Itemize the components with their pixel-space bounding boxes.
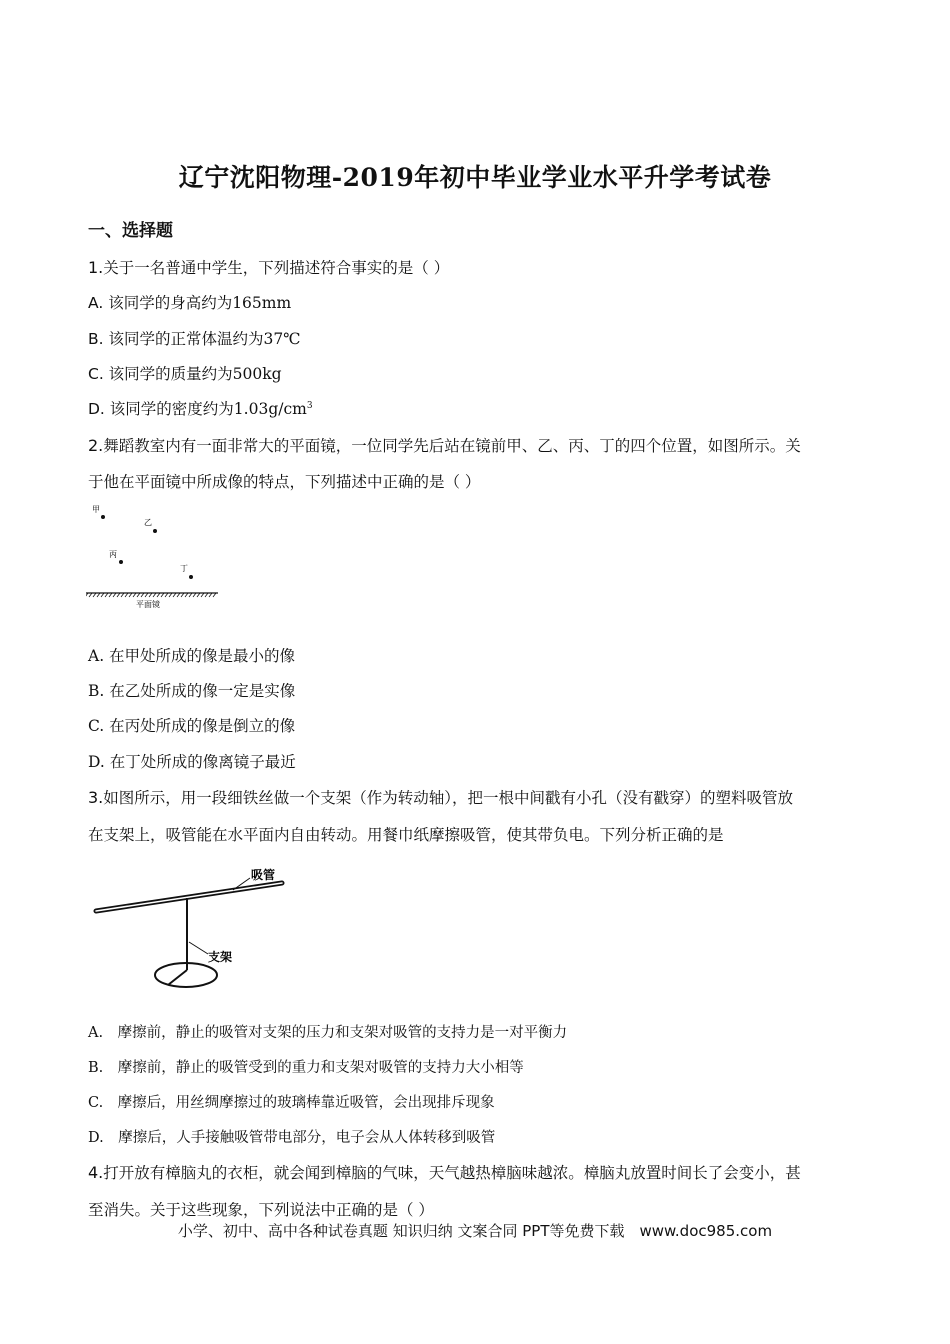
question-number: 4. [88, 1163, 104, 1182]
option-key: B. [88, 330, 104, 348]
q2-option-c: C. 在丙处所成的像是倒立的像 [88, 717, 296, 735]
question-2-line-2: 于他在平面镜中所成像的特点，下列描述中正确的是（ ） [88, 473, 481, 491]
q1-option-b [88, 327, 301, 349]
q3-option-a: A. 摩擦前，静止的吸管对支架的压力和支架对吸管的支持力是一对平衡力 [88, 1025, 568, 1041]
q2-option-b: B. 在乙处所成的像一定是实像 [88, 682, 296, 700]
question-text: 舞蹈教室内有一面非常大的平面镜，一位同学先后站在镜前甲、乙、丙、丁的四个位置，如图所示。关 [103, 437, 801, 455]
point-jia [101, 515, 105, 519]
q1-option-d [88, 397, 313, 419]
q3-option-d: D. 摩擦后，人手接触吸管带电部分，电子会从人体转移到吸管 [88, 1130, 496, 1146]
q3-option-b: B. 摩擦前，静止的吸管受到的重力和支架对吸管的支持力大小相等 [88, 1060, 524, 1076]
option-text: 该同学的密度约为1.03g/cm [104, 400, 307, 418]
point-bing [119, 560, 123, 564]
question-3-line-1 [88, 786, 793, 808]
question-text: 如图所示，用一段细铁丝做一个支架（作为转动轴），把一根中间戳有小孔（没有戳穿）的塑料吸管放 [103, 789, 794, 807]
q3-option-c: C. 摩擦后，用丝绸摩擦过的玻璃棒靠近吸管，会出现排斥现象 [88, 1095, 495, 1111]
option-text: 该同学的质量约为500kg [103, 365, 282, 383]
label-stand: 支架 [208, 950, 233, 964]
question-number: 2. [88, 436, 104, 455]
label-bing: 丙 [109, 550, 117, 559]
option-key: D. [88, 400, 105, 418]
q2-option-a: A. 在甲处所成的像是最小的像 [88, 647, 296, 665]
label-jia: 甲 [92, 505, 100, 514]
question-1 [88, 256, 449, 278]
question-4-line-2: 至消失。关于这些现象，下列说法中正确的是（ ） [88, 1201, 434, 1219]
stand-base-spoke [168, 970, 187, 985]
question-text: 关于一名普通中学生，下列描述符合事实的是（ ） [103, 259, 450, 277]
question-number: 1. [88, 258, 104, 277]
superscript: 3 [306, 400, 313, 411]
q1-option-c [88, 362, 282, 384]
question-3-line-2: 在支架上，吸管能在水平面内自由转动。用餐巾纸摩擦吸管，使其带负电。下列分析正确的是 [88, 826, 724, 844]
option-text: 该同学的正常体温约为37℃ [103, 330, 301, 348]
point-yi [153, 529, 157, 533]
question-text: 打开放有樟脑丸的衣柜，就会闻到樟脑的气味，天气越热樟脑味越浓。樟脑丸放置时间长了会变小，甚 [103, 1164, 801, 1182]
option-text: 该同学的身高约为165mm [103, 294, 292, 312]
question-4-line-1 [88, 1161, 801, 1183]
question-number: 3. [88, 788, 104, 807]
label-straw: 吸管 [251, 868, 276, 882]
q2-option-d: D. 在丁处所成的像离镜子最近 [88, 753, 296, 771]
option-key: A. [88, 294, 104, 312]
label-mirror: 平面镜 [136, 600, 160, 609]
mirror-figure [86, 500, 226, 612]
stand-leader [189, 942, 208, 954]
straw-highlight [96, 883, 282, 911]
question-2-line-1 [88, 434, 801, 456]
point-ding [189, 575, 193, 579]
footer-banner: 小学、初中、高中各种试卷真题 知识归纳 文案合同 PPT等免费下载 www.doc985.com [177, 1222, 773, 1240]
option-key: C. [88, 365, 104, 383]
page-title: 辽宁沈阳物理-2019年初中毕业学业水平升学考试卷 [178, 163, 772, 192]
label-yi: 乙 [144, 518, 152, 527]
section-heading: 一、选择题 [88, 221, 173, 241]
straw-figure [88, 860, 298, 995]
label-ding: 丁 [180, 564, 188, 573]
q1-option-a [88, 291, 291, 313]
